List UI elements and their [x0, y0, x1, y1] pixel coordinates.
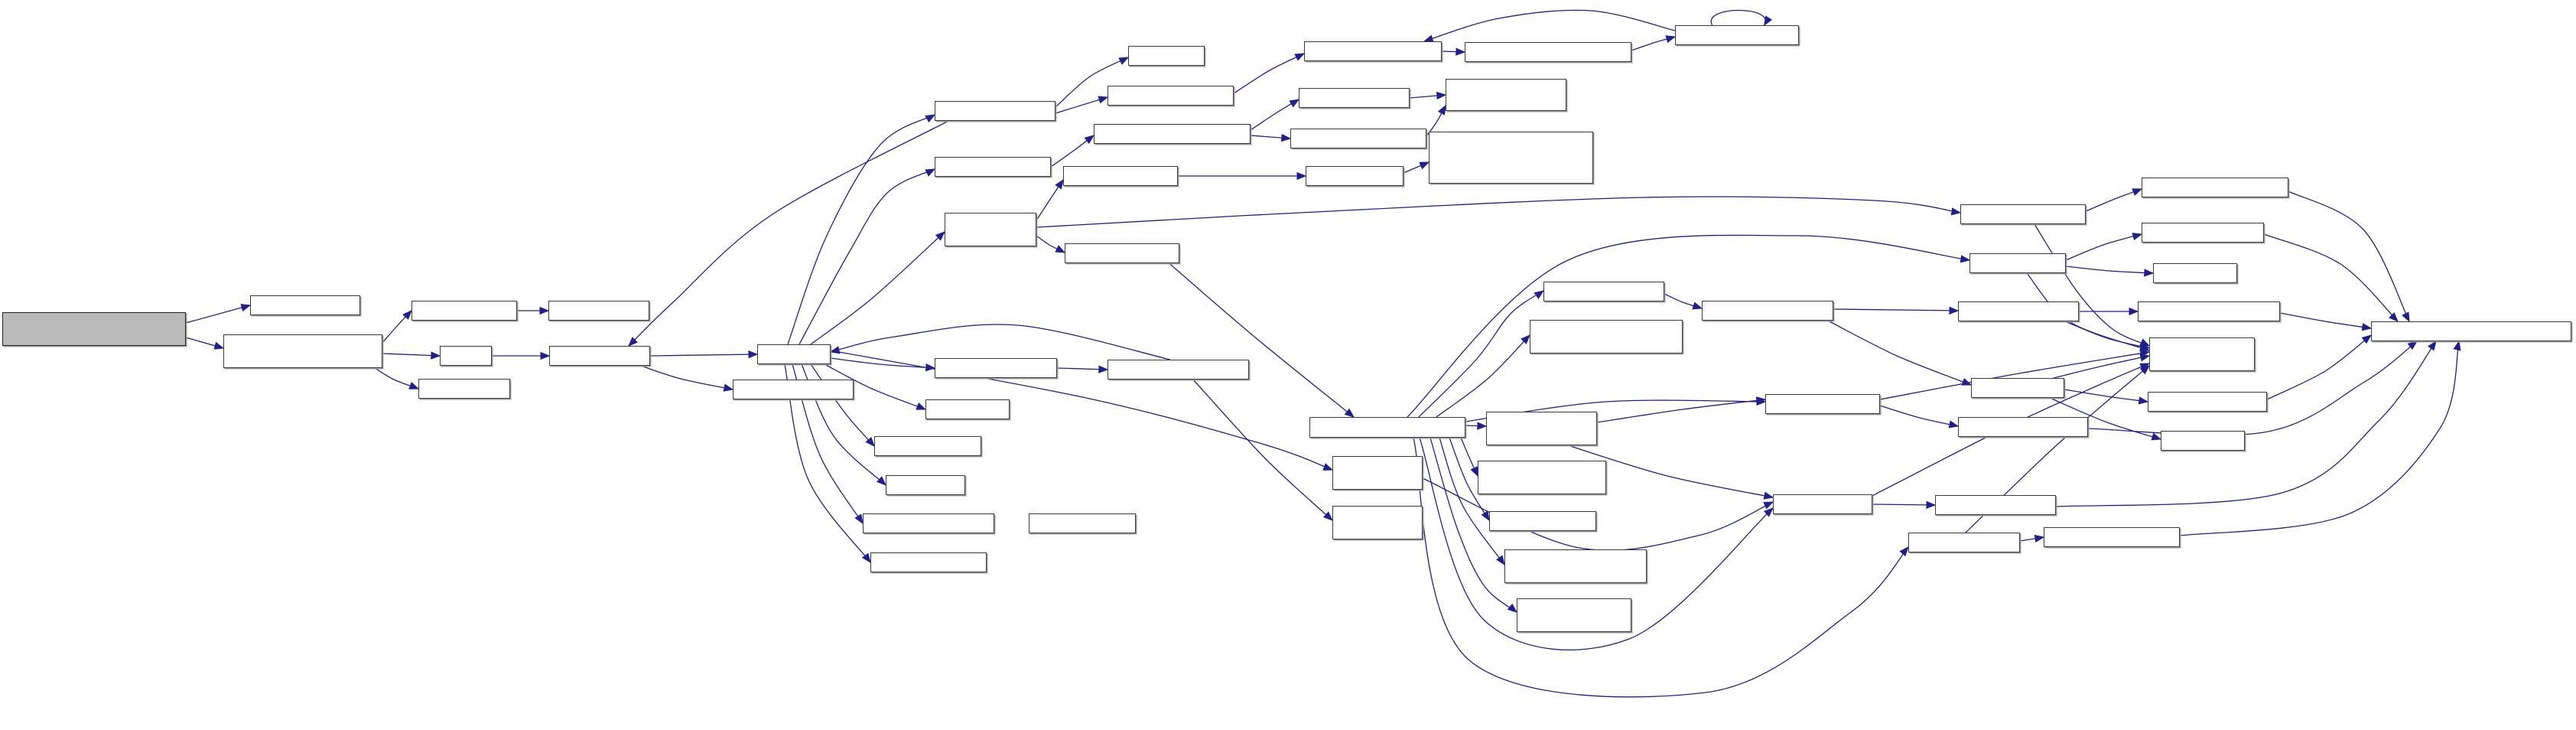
node-logsettimeprinter[interactable] [935, 157, 1051, 177]
node-constructself[interactable] [1309, 417, 1465, 438]
node-typeid-setgroupname[interactable] [1958, 301, 2079, 321]
node-object-check[interactable] [1306, 166, 1403, 186]
edge-simulator-getcontext--getimpl [831, 324, 1170, 360]
edge-constructself--notifyconstruction [1436, 335, 1530, 417]
node-attrconstrlist-find[interactable] [1517, 598, 1631, 632]
edge-time-setdefaultns--time-setresolution [1631, 37, 1675, 51]
node-getpointer[interactable] [886, 475, 965, 495]
node-simulator-getcontext[interactable] [1107, 360, 1249, 380]
node-logcomponentprintlist[interactable] [1290, 129, 1426, 148]
edge-typeid-getparent--typeid-typeid [2066, 266, 2153, 273]
node-typeid-getuid[interactable] [2161, 431, 2245, 451]
node-envdictionary[interactable] [1504, 549, 1647, 583]
edge-time-setresolution--time-peekresolution [1424, 10, 1675, 41]
node-defaulttimeprinter[interactable] [935, 101, 1055, 121]
edge-constructself--envdictionary [1439, 438, 1504, 565]
node-typeid-setparent[interactable] [1971, 378, 2064, 398]
node-typeid-getparent[interactable] [1969, 253, 2066, 273]
node-object-construct[interactable] [1065, 243, 1179, 263]
edge-objectbase-getobjectiid--typeid-setparent [1828, 321, 1971, 385]
node-simulatorimpl-getcontext[interactable] [1332, 506, 1423, 539]
node-buffer-getsize[interactable] [548, 301, 649, 321]
edge-typeid-setparent--iidmanager-setparent [2064, 389, 2148, 402]
node-stringvalue-set[interactable] [1029, 513, 1136, 533]
node-componentexists[interactable] [1299, 88, 1410, 108]
edge-receivepacket--socket-recv [375, 368, 418, 389]
edge-constructself--objectbase-gettypeid [1419, 291, 1543, 417]
edge-checkenv--logcomponentprintlist [1251, 135, 1290, 139]
edge-logsettimeprinter--checkenv [1051, 135, 1094, 167]
edge-simulator-now--simulatorimpl-now [641, 366, 733, 389]
node-time-setdefaultns[interactable] [1465, 42, 1631, 62]
edge-object-check--simplerefcount [1403, 162, 1429, 173]
edge-iidmanager-setparent--lookupinformation [2267, 335, 2371, 399]
node-objectfactory-settypeid[interactable] [1332, 456, 1423, 490]
edge-typeid-getconstructor--singleton-get [2034, 224, 2149, 346]
edge-typeid-getname--iidmanager-getname [1872, 504, 1935, 505]
node-typeid-getattributefullname[interactable] [1486, 412, 1597, 445]
node-iidmanager-getname[interactable] [1935, 495, 2056, 515]
node-typeid-getname[interactable] [1773, 494, 1872, 514]
edge-getimpl--logsettimeprinter [799, 169, 935, 344]
node-singleton-get[interactable] [2149, 337, 2255, 371]
node-iidmanager-setgroupname[interactable] [2138, 301, 2280, 321]
node-packet-getsize[interactable] [411, 301, 517, 321]
node-objectbase-getinstancetypeid[interactable] [1478, 461, 1606, 494]
node-globalvalue-getvalue[interactable] [863, 513, 994, 533]
edge-getimpl--defaulttimeprinter [788, 115, 935, 344]
edge-object-construct--constructself [1160, 256, 1354, 417]
node-iidmanager-setparent[interactable] [2148, 392, 2267, 412]
node-makecallback[interactable] [250, 295, 360, 315]
edge-typeid-getattributefullname--typeid-getattribute [1597, 399, 1765, 422]
node-time-setresolution[interactable] [1675, 25, 1799, 45]
edge-defaultnodeprinter--simulator-getcontext [1057, 368, 1107, 370]
node-socket-recv[interactable] [418, 379, 510, 399]
node-typeid-getattributen[interactable] [1908, 533, 2020, 552]
edge-time-peekresolution--time-setdefaultns [1442, 51, 1465, 52]
node-time-getresolution[interactable] [1107, 86, 1234, 106]
node-objectfactory-create[interactable] [945, 213, 1036, 246]
edge-componentexists--logcomponent-getcomponentlist [1410, 95, 1446, 98]
edge-simulator-now--getimpl [650, 354, 757, 356]
edge-typeid-setgroupname--singleton-get [2065, 321, 2149, 348]
edge-setup--makecallback [186, 305, 250, 323]
node-object-settypeid[interactable] [1063, 166, 1178, 186]
edge-typeid-getattribute--iidmanager-getattribute [1880, 406, 1958, 426]
node-lookupinformation[interactable] [2371, 321, 2571, 341]
node-iidmanager-getattributen[interactable] [2044, 527, 2180, 547]
edge-constructself--typeid-getattributefullname [1465, 425, 1486, 426]
edge-constructself--objectbase-getinstancetypeid [1461, 438, 1478, 476]
node-checkenv[interactable] [1094, 124, 1251, 144]
edge-simulator-getcontext--simulatorimpl-getcontext [1193, 380, 1332, 520]
node-peekimpl[interactable] [925, 399, 1010, 419]
node-getimpl[interactable] [757, 344, 831, 364]
node-defaultnodeprinter[interactable] [935, 358, 1057, 378]
node-objectbase-getobjectiid[interactable] [1702, 301, 1833, 321]
node-logcomponent-getcomponentlist[interactable] [1446, 79, 1566, 111]
edge-objectbase-getobjectiid--typeid-setgroupname [1833, 309, 1958, 311]
edge-typeid-getparent--iidmanager-getparent [2066, 234, 2142, 260]
edge-objectbase-gettypeid--objectbase-getobjectiid [1664, 294, 1702, 308]
edge-typeid-setparent--singleton-get [2054, 356, 2149, 378]
node-typeid-getattribute[interactable] [1765, 394, 1880, 414]
edge-objectfactory-create--object-construct [1036, 236, 1065, 253]
node-time-peekresolution[interactable] [1304, 41, 1442, 61]
node-iidmanager-getparent[interactable] [2142, 223, 2264, 243]
edge-setup--receivepacket [186, 337, 223, 348]
edge-constructself--typeid-getparent [1407, 235, 1969, 417]
edge-time-getresolution--time-peekresolution [1234, 54, 1304, 93]
node-now[interactable] [440, 346, 492, 366]
node-iidmanager-getattribute[interactable] [1958, 417, 2088, 437]
edge-getimpl--stringvalue-get [811, 364, 874, 446]
node-receivepacket[interactable] [223, 334, 382, 368]
edge-defaulttimeprinter--simulator-now [629, 121, 948, 346]
edge-receivepacket--now [382, 354, 440, 356]
node-time-as[interactable] [1128, 46, 1205, 66]
edge-time-setresolution--time-setresolution [1711, 11, 1765, 26]
node-stringvalue-get[interactable] [874, 436, 981, 456]
node-notifyconstruction[interactable] [1530, 320, 1683, 354]
node-simplerefcount[interactable] [1429, 132, 1593, 184]
edge-iidmanager-getconstructor--lookupinformation [2288, 191, 2409, 321]
node-typeid-getconstructor[interactable] [1960, 204, 2086, 224]
node-logsetnodeprinter[interactable] [870, 552, 987, 572]
node-objectbase-gettypeid[interactable] [1543, 282, 1664, 301]
edge-objectfactory-create--typeid-getconstructor [1036, 197, 1960, 227]
node-typeid-typeid[interactable] [2153, 263, 2237, 283]
edge-iidmanager-getparent--lookupinformation [2264, 234, 2398, 321]
node-objectbase-doset[interactable] [1489, 511, 1596, 531]
edge-typeid-getconstructor--iidmanager-getconstructor [2086, 189, 2142, 211]
edge-getimpl--objectfactory-create [811, 232, 945, 344]
node-iidmanager-getconstructor[interactable] [2142, 178, 2288, 197]
edge-iidmanager-setgroupname--lookupinformation [2280, 313, 2371, 328]
node-simulator-now[interactable] [549, 346, 650, 366]
edge-objectfactory-create--object-settypeid [1036, 180, 1063, 220]
edge-typeid-getattributen--iidmanager-getattributen [2020, 537, 2044, 541]
node-setup[interactable] [2, 312, 186, 346]
node-simulatorimpl-now[interactable] [733, 380, 854, 399]
edge-receivepacket--packet-getsize [382, 311, 411, 343]
edge-checkenv--componentexists [1251, 99, 1299, 130]
